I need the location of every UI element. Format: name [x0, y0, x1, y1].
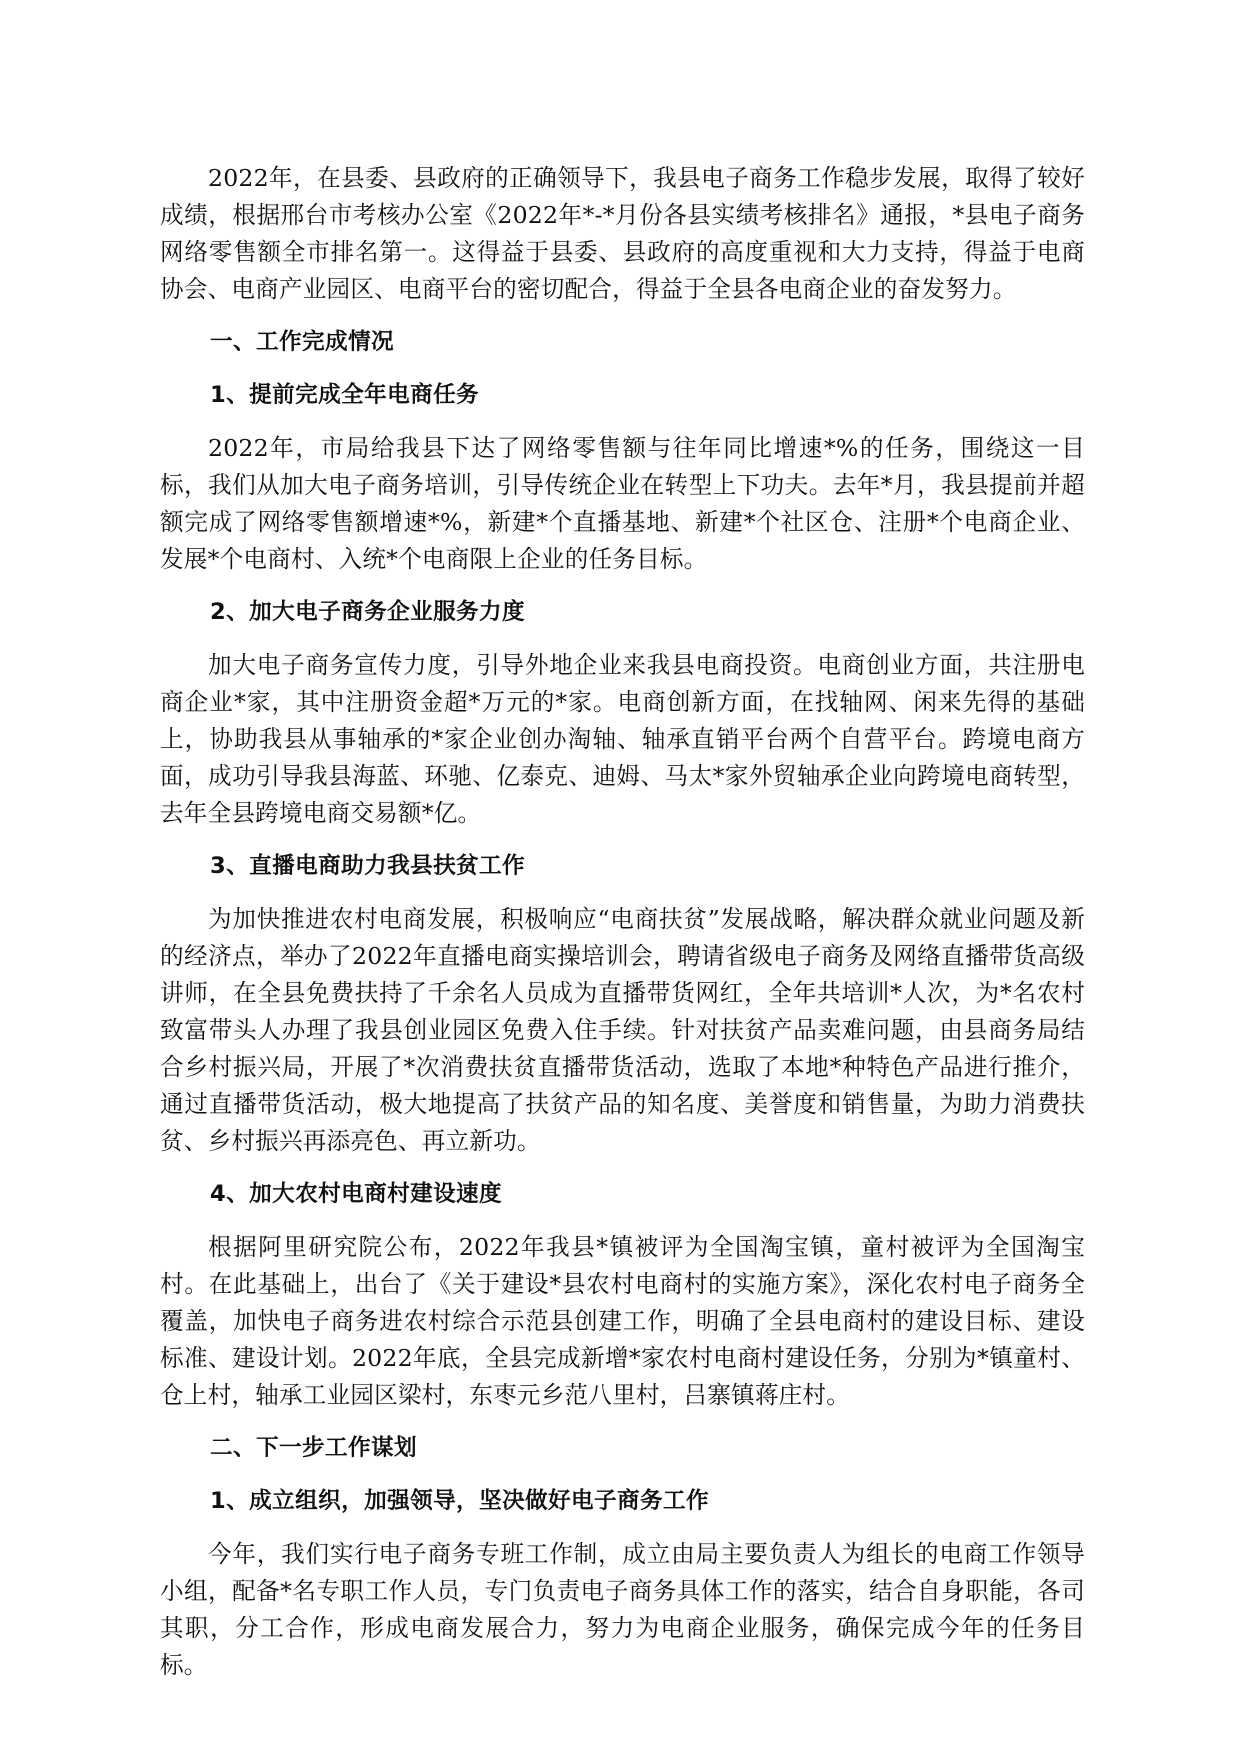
document-body [160, 160, 1085, 1700]
subsection-1-3-paragraph: 为加快推进农村电商发展，积极响应“电商扶贫”发展战略，解决群众就业问题及新的经济点，举办了2022年直播电商实操培训会，聘请省级电子商务及网络直播带货高级讲师，在全县免费扶持了千余名人员成为直播带货网红，全年共培训*人次，为*名农村致富带头人办理了我县创业园区免费入住手续。针对扶贫产品卖难问题，由县商务局结合乡村振兴局，开展了*次消费扶贫直播带货活动，选取了本地*种特色产品进行推介，通过直播带货活动，极大地提高了扶贫产品的知名度、美誉度和销售量，为助力消费扶贫、乡村振兴再添亮色、再立新功。 [160, 905, 1085, 1155]
subsection-1-1-paragraph: 2022年，市局给我县下达了网络零售额与往年同比增速*%的任务，围绕这一目标，我们从加大电子商务培训，引导传统企业在转型上下功夫。去年*月，我县提前并超额完成了网络零售额增速*%，新建*个直播基地、新建*个社区仓、注册*个电商企业、发展*个电商村、入统*个电商限上企业的任务目标。 [160, 434, 1085, 573]
subsection-1-3-heading: 3、直播电商助力我县扶贫工作 [210, 853, 526, 879]
subsection-1-4-paragraph: 根据阿里研究院公布，2022年我县*镇被评为全国淘宝镇，童村被评为全国淘宝村。在此基础上，出台了《关于建设*县农村电商村的实施方案》，深化农村电子商务全覆盖，加快电子商务进农村综合示范县创建工作，明确了全县电商村的建设目标、建设标准、建设计划。2022年底，全县完成新增*家农村电商村建设任务，分别为*镇童村、仓上村，轴承工业园区梁村，东枣元乡范八里村，吕寨镇蒋庄村。 [160, 1233, 1085, 1409]
subsection-1-2-heading: 2、加大电子商务企业服务力度 [210, 599, 526, 625]
intro-paragraph: 2022年，在县委、县政府的正确领导下，我县电子商务工作稳步发展，取得了较好成绩，根据邢台市考核办公室《2022年*-*月份各县实绩考核排名》通报，*县电子商务网络零售额全市排名第一。这得益于县委、县政府的高度重视和大力支持，得益于电商协会、电商产业园区、电商平台的密切配合，得益于全县各电商企业的奋发努力。 [160, 164, 1085, 303]
subsection-1-4-heading: 4、加大农村电商村建设速度 [210, 1181, 503, 1207]
section-2-heading: 二、下一步工作谋划 [210, 1435, 417, 1461]
subsection-1-1-heading: 1、提前完成全年电商任务 [210, 382, 480, 408]
subsection-2-1-paragraph: 今年，我们实行电子商务专班工作制，成立由局主要负责人为组长的电商工作领导小组，配备*名专职工作人员，专门负责电子商务具体工作的落实，结合自身职能，各司其职，分工合作，形成电商发展合力，努力为电商企业服务，确保完成今年的任务目标。 [160, 1540, 1085, 1679]
section-1-heading: 一、工作完成情况 [210, 329, 394, 355]
subsection-1-2-paragraph: 加大电子商务宣传力度，引导外地企业来我县电商投资。电商创业方面，共注册电商企业*家，其中注册资金超*万元的*家。电商创新方面，在找轴网、闲来先得的基础上，协助我县从事轴承的*家企业创办淘轴、轴承直销平台两个自营平台。跨境电商方面，成功引导我县海蓝、环驰、亿泰克、迪姆、马太*家外贸轴承企业向跨境电商转型，去年全县跨境电商交易额*亿。 [160, 651, 1085, 827]
subsection-2-1-heading: 1、成立组织，加强领导，坚决做好电子商务工作 [210, 1488, 709, 1514]
